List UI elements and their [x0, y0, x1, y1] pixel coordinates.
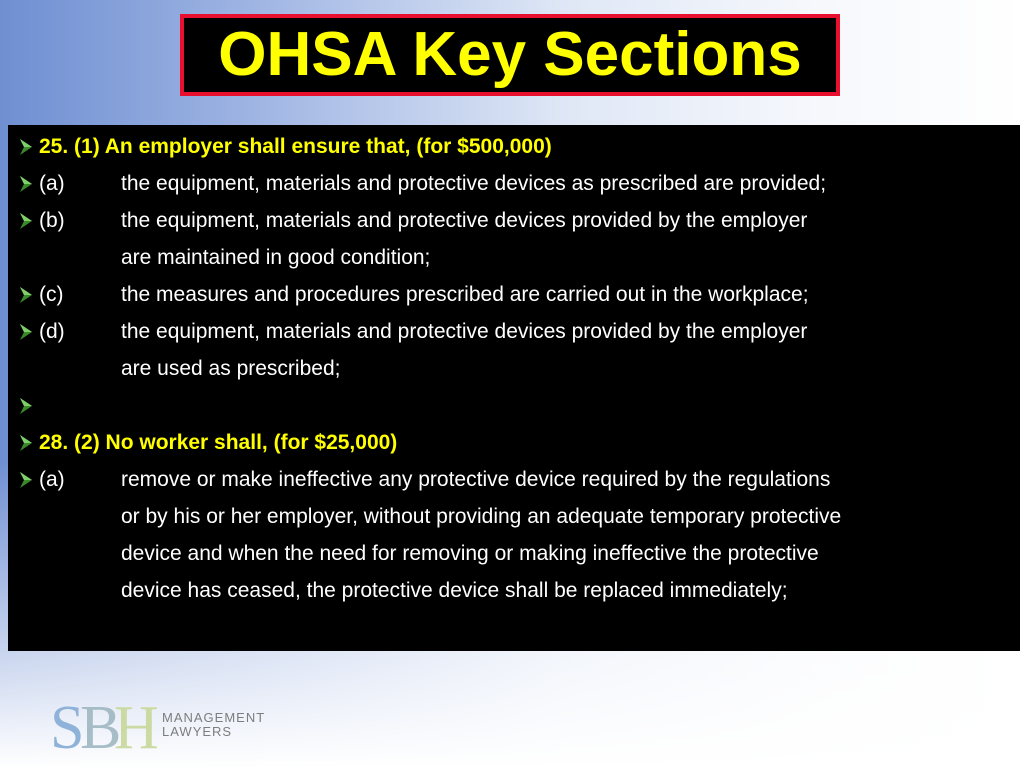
list-item-line — [8, 170, 1020, 207]
slide-title-box — [180, 14, 840, 96]
section-heading: 28. (2) No worker shall, (for $25,000) — [39, 431, 398, 454]
item-text: remove or make ineffective any protective device required by the regulations — [121, 468, 831, 491]
continuation-line — [8, 540, 1020, 577]
arrow-bullet-icon — [18, 433, 34, 453]
slide-title: OHSA Key Sections — [218, 20, 802, 89]
logo-line-1: MANAGEMENT — [162, 710, 266, 725]
item-label: (b) — [39, 209, 65, 232]
continuation-line — [8, 577, 1020, 614]
list-item-line — [8, 207, 1020, 244]
item-text-continued: device has ceased, the protective device shall be replaced immediately; — [121, 579, 788, 602]
section-heading-line — [8, 133, 1020, 170]
item-text-continued: are used as prescribed; — [121, 357, 341, 380]
list-item-line — [8, 318, 1020, 355]
item-text: the equipment, materials and protective devices as prescribed are provided; — [121, 172, 827, 195]
continuation-line — [8, 244, 1020, 281]
arrow-bullet-icon — [18, 470, 34, 490]
sbh-logo — [50, 695, 270, 753]
list-item-line — [8, 466, 1020, 503]
arrow-bullet-icon — [18, 285, 34, 305]
item-text: the measures and procedures prescribed are carried out in the workplace; — [121, 283, 809, 306]
item-text-continued: are maintained in good condition; — [121, 246, 431, 269]
item-text-continued: device and when the need for removing or making ineffective the protective — [121, 542, 819, 565]
item-text-continued: or by his or her employer, without providing an adequate temporary protective — [121, 505, 842, 528]
logo-letter-b: B — [80, 695, 122, 753]
section-heading-line — [8, 429, 1020, 466]
logo-letter-s: S — [50, 695, 85, 753]
arrow-bullet-icon — [18, 396, 34, 416]
arrow-bullet-icon — [18, 211, 34, 231]
logo-line-2: LAWYERS — [162, 724, 233, 739]
item-text: the equipment, materials and protective devices provided by the employer — [121, 209, 808, 232]
list-item-line — [8, 281, 1020, 318]
continuation-line — [8, 355, 1020, 392]
sbh-logo-mark — [50, 695, 160, 753]
item-label: (d) — [39, 320, 65, 343]
item-text: the equipment, materials and protective devices provided by the employer — [121, 320, 808, 343]
logo-letter-h: H — [114, 695, 159, 753]
arrow-bullet-icon — [18, 174, 34, 194]
empty-bullet-line — [8, 392, 1020, 429]
content-panel — [8, 125, 1020, 651]
item-label: (c) — [39, 283, 64, 306]
section-heading: 25. (1) An employer shall ensure that, (for $500,000) — [39, 135, 552, 158]
arrow-bullet-icon — [18, 137, 34, 157]
item-label: (a) — [39, 468, 65, 491]
arrow-bullet-icon — [18, 322, 34, 342]
item-label: (a) — [39, 172, 65, 195]
continuation-line — [8, 503, 1020, 540]
logo-wordmark — [162, 711, 265, 739]
